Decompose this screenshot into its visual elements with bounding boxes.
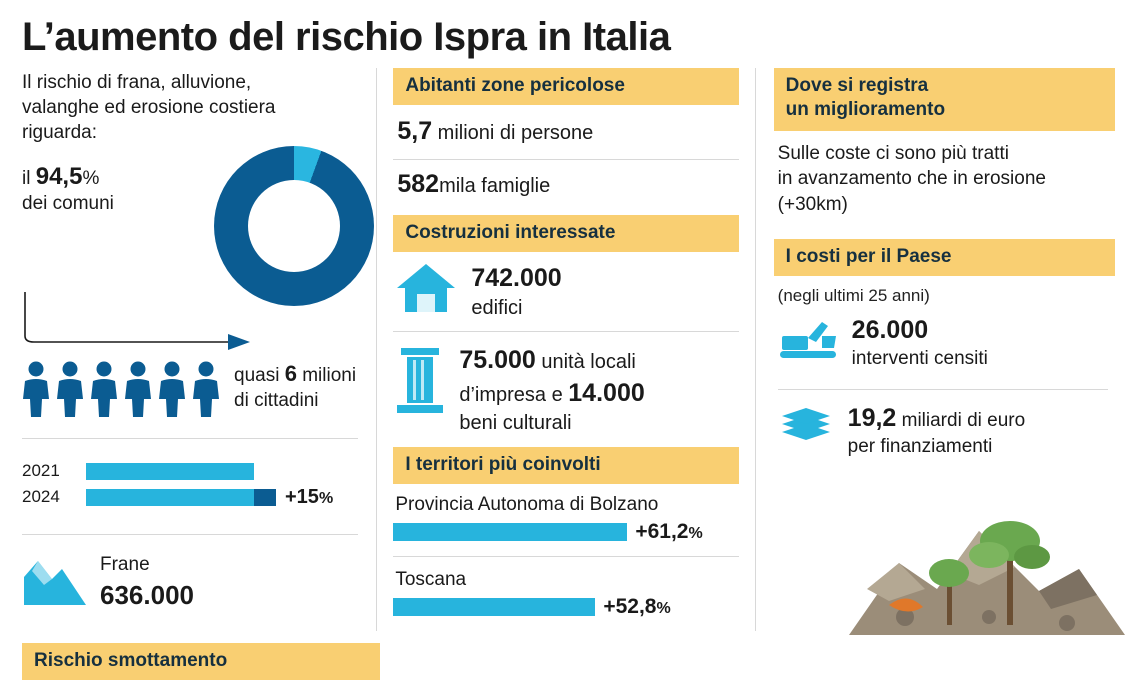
unita-locali-text [459,344,644,436]
unita-value: 75.000 [459,346,536,375]
territorio-value-num: +61,2 [635,519,689,543]
arrow-icon [22,290,252,352]
interventi-value: 26.000 [851,316,929,345]
people-suffix: milioni [296,365,357,386]
stat-abitanti-famiglie [397,168,738,202]
territorio-bar-row [393,520,738,544]
bar-row [22,486,372,508]
person-icon [124,361,152,417]
column-right [756,68,1115,460]
people-value: 6 [284,361,297,386]
bar-track [86,463,254,480]
edifici-value: 742.000 [471,264,562,292]
territorio-value-unit: % [656,599,671,617]
bar-label: 2024 [22,487,60,506]
interventi-label: interventi censiti [851,347,988,369]
bar-delta [285,486,333,509]
bar-track [86,489,276,506]
lead-line-3: riguarda: [22,122,97,144]
unita-locali-block [395,344,738,436]
territorio-bar [393,523,627,541]
lead-paragraph [22,70,362,145]
band-miglioramento [774,68,1115,131]
percent-prefix: il [22,168,36,190]
interventi-block [778,314,1115,371]
bar-row [22,460,372,482]
miglioramento-text [778,141,1115,218]
percent-caption: dei comuni [22,193,114,215]
person-icon [90,361,118,417]
costi-subtitle: (negli ultimi 25 anni) [777,286,930,306]
unita-label: unità locali [535,351,636,374]
person-icon [56,361,84,417]
band-miglioramento-line-2: un miglioramento [785,98,946,120]
band-costi: I costi per il Paese [774,239,1115,276]
person-icon [22,361,50,417]
band-abitanti: Abitanti zone pericolose [393,68,738,105]
band-miglioramento-line-1: Dove si registra [785,75,929,96]
divider [393,331,738,332]
divider [22,438,358,439]
band-rischio-smottamento: Rischio smottamento [22,643,380,680]
edifici-block [395,262,738,321]
abitanti-milioni-value: 5,7 [397,116,433,145]
divider [393,159,738,160]
miliardi-text [848,402,1026,459]
territorio-value-unit: % [688,524,703,542]
people-line-2: di cittadini [234,389,319,411]
lead-line-1: Il rischio di frana, alluvione, [22,72,252,93]
divider [22,534,358,535]
miliardi-label: per finanziamenti [847,435,993,457]
bar-fill [86,489,254,506]
frane-block [22,555,194,611]
abitanti-milioni-label: milioni di persone [432,121,594,144]
miglioramento-line-3: (+30km) [777,193,848,215]
miglioramento-line-2: in avanzamento che in erosione [777,168,1046,190]
percent-unit: % [82,168,100,190]
person-icon [158,361,186,417]
miliardi-unit: miliardi di euro [896,410,1026,432]
territorio-name: Provincia Autonoma di Bolzano [395,493,659,515]
stat-abitanti-milioni [397,115,738,149]
lead-line-2: valanghe ed erosione costiera [22,97,276,119]
bar-label: 2021 [22,461,60,480]
people-caption [234,360,356,417]
column-left [22,68,376,671]
house-icon [395,262,457,314]
landslide-icon [22,555,88,609]
territorio-value [635,520,702,544]
divider [393,556,738,557]
miliardi-block [778,402,1115,459]
percent-value: 94,5 [35,163,83,191]
page-title: L’aumento del rischio Ispra in Italia [22,15,671,59]
column-middle [376,68,755,631]
beni-culturali-value: 14.000 [568,379,645,408]
territorio-value [603,595,670,619]
miglioramento-line-1: Sulle coste ci sono più tratti [777,142,1009,164]
person-icon [192,361,220,417]
bar-fill [86,463,254,480]
donut-chart [214,146,374,306]
interventi-text [852,314,988,371]
territorio-value-num: +52,8 [603,594,657,618]
unita-line2a: d’impresa e [459,384,569,407]
territorio-bar-row [393,595,738,619]
money-stack-icon [778,402,836,448]
bar-delta-value: +15 [285,485,319,508]
donut-ring [214,146,374,306]
edifici-label: edifici [471,297,523,319]
frane-label: Frane [100,554,150,575]
territorio-bar [393,598,595,616]
bar-fill-extra [254,489,276,506]
band-costruzioni: Costruzioni interessate [393,215,738,252]
territorio-name: Toscana [395,568,467,590]
miliardi-value: 19,2 [847,404,897,433]
mountain-illustration [829,485,1129,635]
abitanti-famiglie-label: mila famiglie [439,174,551,197]
bar-chart-anni [22,460,372,512]
excavator-icon [778,314,840,360]
band-territori: I territori più coinvolti [393,447,738,484]
frane-text [100,555,194,611]
divider [778,389,1108,390]
unita-line3: beni culturali [459,412,572,435]
people-pictogram [22,360,356,417]
bar-delta-unit: % [318,489,334,507]
edifici-text [471,262,561,321]
people-prefix: quasi [234,365,285,386]
frane-value: 636.000 [100,579,194,610]
abitanti-famiglie-value: 582 [397,169,440,198]
column-icon [395,344,445,416]
